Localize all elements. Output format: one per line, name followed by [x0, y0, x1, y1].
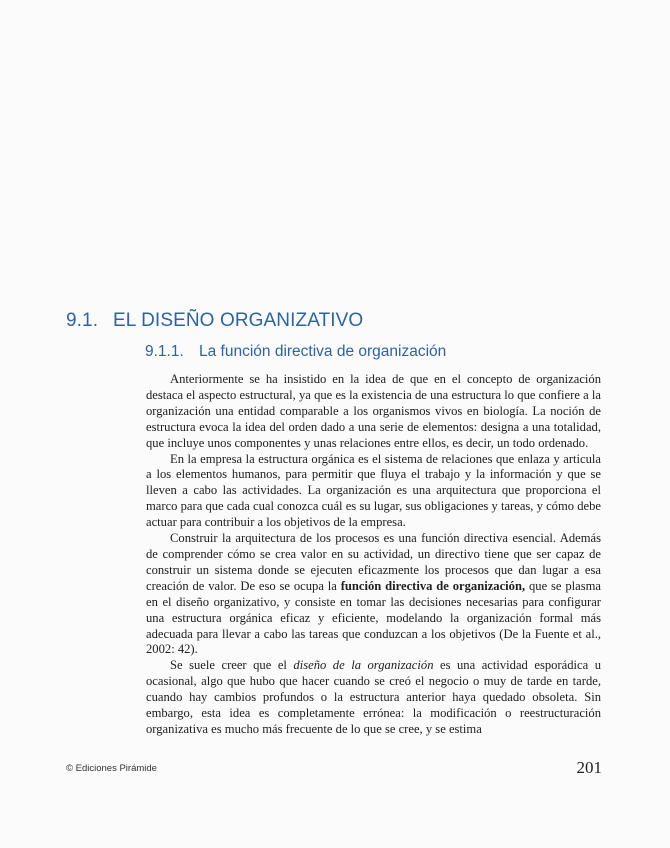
paragraph-3-bold-term: función directiva de organización,	[340, 578, 526, 593]
paragraph-4-text-a: Se suele creer que el	[170, 658, 287, 673]
paragraph-1: Anteriormente se ha insistido en la idea de que en el concepto de organización destaca el aspecto estructural, ya que es la existencia de una estructura lo que confiere a la organización una entidad comparable a los organismos vivos en biología. La noción de estructura evoca la idea del orden dado a una serie de elementos: designa a una totalidad, que incluye unos componentes y unas relaciones entre ellos, es decir, un todo ordenado.	[146, 372, 601, 450]
subsection-title: La función directiva de organización	[199, 343, 447, 360]
subsection-heading	[145, 343, 446, 361]
footer-copyright: © Ediciones Pirámide	[66, 763, 157, 774]
section-title: EL DISEÑO ORGANIZATIVO	[113, 310, 364, 331]
paragraph-4-italic-term: diseño de la organización	[293, 658, 434, 673]
page-number: 201	[576, 758, 602, 777]
paragraph-3	[146, 531, 601, 658]
section-number: 9.1.	[66, 310, 99, 331]
section-heading	[66, 310, 363, 332]
subsection-number: 9.1.1.	[145, 343, 184, 360]
paragraph-4	[146, 658, 601, 738]
paragraph-4-text-b: es una actividad esporádica u ocasional, algo que hubo que hacer cuando se creó el negocio o muy de tarde en tarde, cuando hay cambios profundos o la estructura anterior haya quedado obsoleta. Sin embargo, esta idea es completamente errónea: la modificación o reestructuración organizativa es mucho más frecuente de lo que se cree, y se estima	[146, 658, 601, 736]
paragraph-3-text-a: Construir la arquitectura de los procesos es una función directiva esencial. Además de comprender cómo se crea valor en su actividad, un directivo tiene que ser capaz de construir un sistema donde se ejecuten eficazmente los procesos que dan lugar a esa creación de valor. De eso se ocupa la	[146, 531, 601, 593]
paragraph-2: En la empresa la estructura orgánica es el sistema de relaciones que enlaza y articula a los elementos humanos, para permitir que fluya el trabajo y la información y que se lleven a cabo las actividades. La organización es una arquitectura que proporciona el marco para que cada cual conozca cuál es su lugar, sus obligaciones y tareas, y cómo debe actuar para contribuir a los objetivos de la empresa.	[146, 451, 601, 530]
body-text	[146, 372, 601, 738]
paragraph-3-text-b: que se plasma en el diseño organizativo, y consiste en tomar las decisiones necesarias para configurar una estructura orgánica eficaz y eficiente, modelando la organización formal más adecuada para llevar a cabo las tareas que conduzcan a los objetivos (De la Fuente et al., 2002: 42).	[146, 578, 601, 657]
